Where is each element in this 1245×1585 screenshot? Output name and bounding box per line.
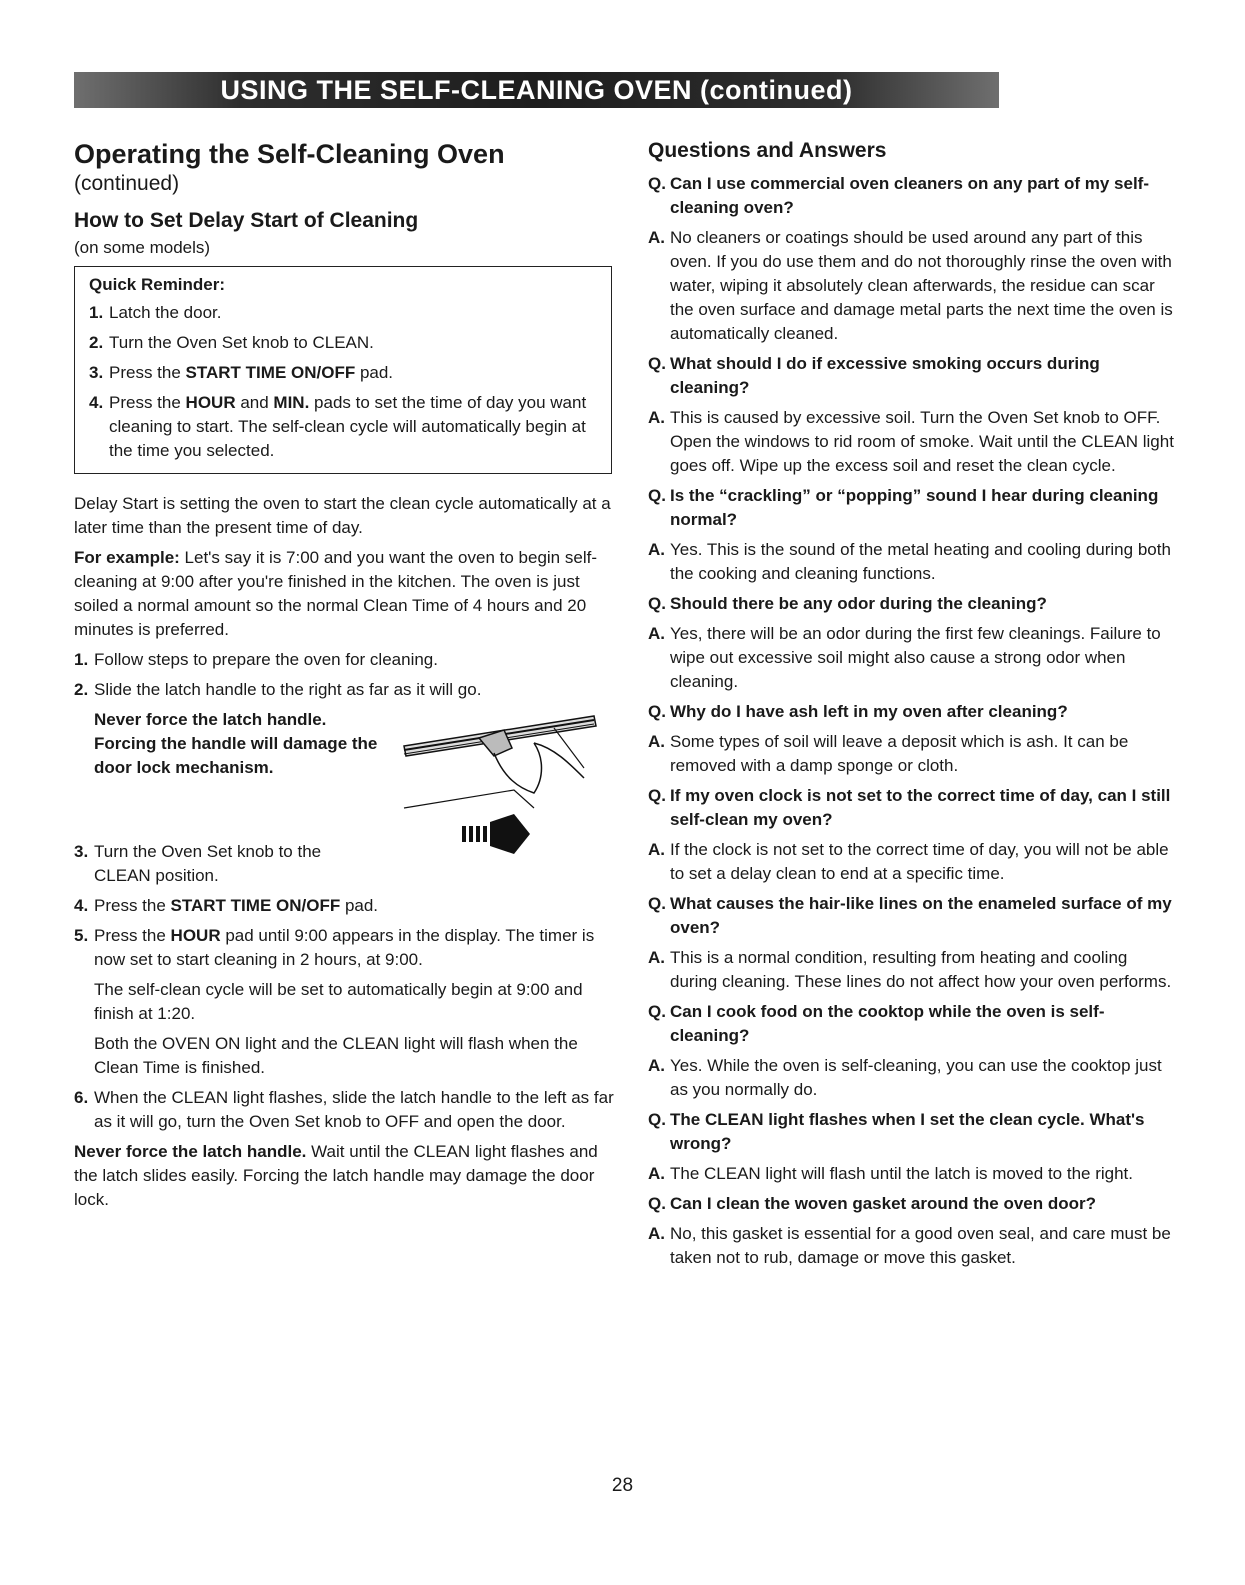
q-label: Q. xyxy=(648,786,666,805)
answer-text: Yes. While the oven is self-cleaning, you can use the cooktop just as you normally do. xyxy=(670,1056,1162,1099)
q-label: Q. xyxy=(648,1194,666,1213)
question-text: Can I cook food on the cooktop while the oven is self-cleaning? xyxy=(670,1002,1105,1045)
question xyxy=(648,700,1178,724)
step-number: 4. xyxy=(74,896,89,915)
question-text: What causes the hair-like lines on the enameled surface of my oven? xyxy=(670,894,1172,937)
answer-text: This is caused by excessive soil. Turn the Oven Set knob to OFF. Open the windows to rid room of smoke. Wait until the CLEAN light goes off. Wipe up the excess soil and reset the clean cycle. xyxy=(670,408,1174,475)
answer xyxy=(648,1162,1178,1186)
question-text: Can I use commercial oven cleaners on any part of my self-cleaning oven? xyxy=(670,174,1150,217)
step-6 xyxy=(74,1086,614,1134)
question xyxy=(648,892,1178,940)
a-label: A. xyxy=(648,540,665,559)
a-label: A. xyxy=(648,1224,665,1243)
step-number: 2. xyxy=(74,680,89,699)
item-text: Turn the Oven Set knob to CLEAN. xyxy=(109,333,374,352)
answer-text: This is a normal condition, resulting from heating and cooling during cleaning. These lines do not affect how your oven performs. xyxy=(670,948,1172,991)
question xyxy=(648,172,1178,220)
item-text: Press the HOUR and MIN. pads to set the time of day you want cleaning to start. The self-clean cycle will automatically begin at the time you selected. xyxy=(109,393,587,460)
answer xyxy=(648,406,1178,478)
question-text: If my oven clock is not set to the correct time of day, can I still self-clean my oven? xyxy=(670,786,1171,829)
a-label: A. xyxy=(648,732,665,751)
example-paragraph: For example: Let's say it is 7:00 and you want the oven to begin self-cleaning at 9:00 after you're finished in the kitchen. The oven is just soiled a normal amount so the normal Clean Time of 4 hours and 20 minutes is preferred. xyxy=(74,548,597,639)
answer-text: Yes. This is the sound of the metal heating and cooling during both the cooking and cleaning functions. xyxy=(670,540,1171,583)
answer-text: No, this gasket is essential for a good oven seal, and care must be taken not to rub, damage or move this gasket. xyxy=(670,1224,1171,1267)
step-text: Press the HOUR pad until 9:00 appears in the display. The timer is now set to start cleaning in 2 hours, at 9:00. xyxy=(94,926,595,969)
answer xyxy=(648,838,1178,886)
reminder-item xyxy=(89,301,601,325)
section-banner: USING THE SELF-CLEANING OVEN (continued) xyxy=(74,72,999,108)
answer xyxy=(648,622,1178,694)
question xyxy=(648,484,1178,532)
q-label: Q. xyxy=(648,354,666,373)
step-5 xyxy=(74,924,614,972)
step-text: Follow steps to prepare the oven for cleaning. xyxy=(94,650,438,669)
question xyxy=(648,352,1178,400)
item-number: 2. xyxy=(89,333,104,352)
question xyxy=(648,1000,1178,1048)
step-5-detail: The self-clean cycle will be set to automatically begin at 9:00 and finish at 1:20. xyxy=(94,980,583,1023)
caution-text: Never force the latch handle. Forcing the handle will damage the door lock mechanism. xyxy=(94,710,378,777)
section-heading: How to Set Delay Start of Cleaning xyxy=(74,209,419,232)
answer-text: If the clock is not set to the correct time of day, you will not be able to set a delay clean to end at a specific time. xyxy=(670,840,1169,883)
intro-paragraph: Delay Start is setting the oven to start the clean cycle automatically at a later time than the present time of day. xyxy=(74,494,611,537)
a-label: A. xyxy=(648,228,665,247)
quick-reminder-title: Quick Reminder: xyxy=(89,275,226,294)
question xyxy=(648,592,1178,616)
answer-text: The CLEAN light will flash until the latch is moved to the right. xyxy=(670,1164,1133,1183)
step-text: Slide the latch handle to the right as far as it will go. xyxy=(94,680,482,699)
q-label: Q. xyxy=(648,486,666,505)
question-text: Should there be any odor during the cleaning? xyxy=(670,594,1047,613)
quick-reminder-box xyxy=(74,266,612,474)
answer xyxy=(648,226,1178,346)
step-5-detail: Both the OVEN ON light and the CLEAN light will flash when the Clean Time is finished. xyxy=(94,1034,578,1077)
question-text: The CLEAN light flashes when I set the clean cycle. What's wrong? xyxy=(670,1110,1145,1153)
q-label: Q. xyxy=(648,174,666,193)
step-text: Turn the Oven Set knob to the CLEAN position. xyxy=(94,842,322,885)
question xyxy=(648,1108,1178,1156)
qa-heading: Questions and Answers xyxy=(648,139,887,162)
answer-text: Some types of soil will leave a deposit which is ash. It can be removed with a damp sponge or cloth. xyxy=(670,732,1129,775)
question xyxy=(648,784,1178,832)
question xyxy=(648,1192,1178,1216)
a-label: A. xyxy=(648,624,665,643)
models-note: (on some models) xyxy=(74,238,211,257)
answer xyxy=(648,730,1178,778)
step-1 xyxy=(74,648,614,672)
reminder-item xyxy=(89,361,601,385)
answer xyxy=(648,1222,1178,1270)
page-number: 28 xyxy=(611,1475,634,1496)
question-text: Why do I have ash left in my oven after cleaning? xyxy=(670,702,1068,721)
step-number: 1. xyxy=(74,650,89,669)
a-label: A. xyxy=(648,840,665,859)
item-text: Latch the door. xyxy=(109,303,222,322)
q-label: Q. xyxy=(648,1002,666,1021)
q-label: Q. xyxy=(648,702,666,721)
answer xyxy=(648,946,1178,994)
a-label: A. xyxy=(648,1164,665,1183)
question-text: Is the “crackling” or “popping” sound I hear during cleaning normal? xyxy=(670,486,1159,529)
question-text: Can I clean the woven gasket around the oven door? xyxy=(670,1194,1097,1213)
step-4 xyxy=(74,894,614,918)
latch-handle-illustration xyxy=(384,708,614,868)
step-number: 6. xyxy=(74,1088,89,1107)
a-label: A. xyxy=(648,948,665,967)
final-warning: Never force the latch handle. Wait until the CLEAN light flashes and the latch slides easily. Forcing the latch handle may damage the door lock. xyxy=(74,1142,598,1209)
reminder-item xyxy=(89,391,601,463)
answer-text: No cleaners or coatings should be used around any part of this oven. If you do use them and do not thoroughly rinse the oven with water, wiping it absolutely clean afterwards, the residue can scar the oven surface and damage metal parts the next time the oven is automatically cleaned. xyxy=(670,228,1173,343)
page-title: Operating the Self-Cleaning Oven xyxy=(74,139,505,169)
step-number: 3. xyxy=(74,842,89,861)
step-text: Press the START TIME ON/OFF pad. xyxy=(94,896,379,915)
a-label: A. xyxy=(648,1056,665,1075)
q-label: Q. xyxy=(648,1110,666,1129)
answer-text: Yes, there will be an odor during the first few cleanings. Failure to wipe out excessive soil might also cause a strong odor when cleaning. xyxy=(670,624,1161,691)
step-2 xyxy=(74,678,614,702)
reminder-item xyxy=(89,331,601,355)
title-continued: (continued) xyxy=(74,172,180,195)
step-number: 5. xyxy=(74,926,89,945)
step-text: When the CLEAN light flashes, slide the latch handle to the left as far as it will go, turn the Oven Set knob to OFF and open the door. xyxy=(94,1088,614,1131)
item-number: 1. xyxy=(89,303,104,322)
left-column xyxy=(74,138,614,1218)
a-label: A. xyxy=(648,408,665,427)
answer xyxy=(648,538,1178,586)
question-text: What should I do if excessive smoking occurs during cleaning? xyxy=(670,354,1100,397)
item-number: 4. xyxy=(89,393,104,412)
answer xyxy=(648,1054,1178,1102)
q-label: Q. xyxy=(648,894,666,913)
q-label: Q. xyxy=(648,594,666,613)
item-text: Press the START TIME ON/OFF pad. xyxy=(109,363,394,382)
item-number: 3. xyxy=(89,363,104,382)
right-column xyxy=(648,138,1178,1276)
